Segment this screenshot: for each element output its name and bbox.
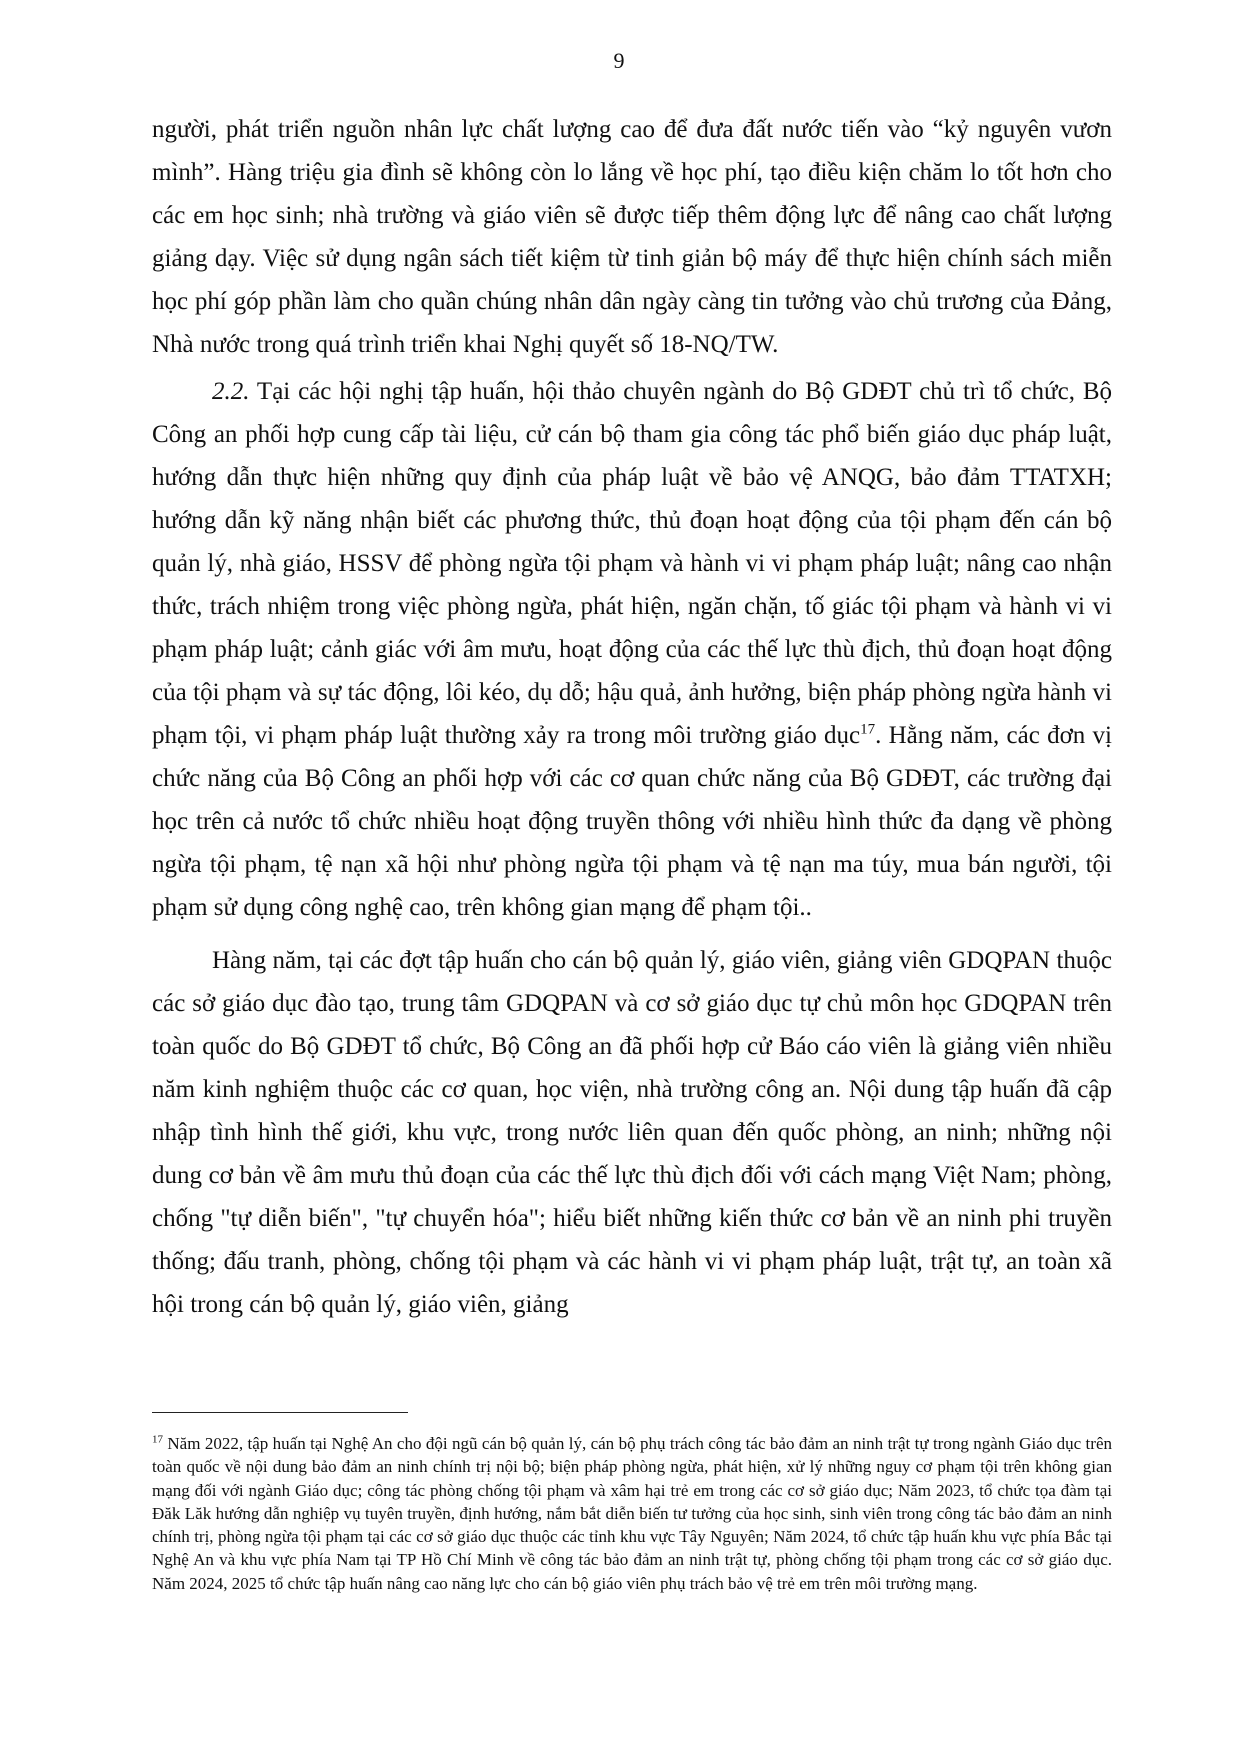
footnote-reference[interactable]: 17 [860, 721, 876, 738]
paragraph-continuation: người, phát triển nguồn nhân lực chất lượng cao để đưa đất nước tiến vào “kỷ nguyên vươn mình”. Hàng triệu gia đình sẽ không còn lo lắng về học phí, tạo điều kiện chăm lo tốt hơn cho các em học sinh; nhà trường và giáo viên sẽ được tiếp thêm động lực để nâng cao chất lượng giảng dạy. Việc sử dụng ngân sách tiết kiệm từ tinh giản bộ máy để thực hiện chính sách miễn học phí góp phần làm cho quần chúng nhân dân ngày càng tin tưởng vào chủ trương của Đảng, Nhà nước trong quá trình triển khai Nghị quyết số 18-NQ/TW. [152, 116, 1112, 358]
page-number: 9 [613, 48, 625, 73]
paragraph-training: Hàng năm, tại các đợt tập huấn cho cán bộ quản lý, giáo viên, giảng viên GDQPAN thuộc các sở giáo dục đào tạo, trung tâm GDQPAN và cơ sở giáo dục tự chủ môn học GDQPAN trên toàn quốc do Bộ GDĐT tổ chức, Bộ Công an đã phối hợp cử Báo cáo viên là giảng viên nhiều năm kinh nghiệm thuộc các cơ quan, học viện, nhà trường công an. Nội dung tập huấn đã cập nhập tình hình thế giới, khu vực, trong nước liên quan đến quốc phòng, an ninh; những nội dung cơ bản về âm mưu thủ đoạn của các thế lực thù địch đối với cách mạng Việt Nam; phòng, chống "tự diễn biến", "tự chuyển hóa"; hiểu biết những kiến thức cơ bản về an ninh phi truyền thống; đấu tranh, phòng, chống tội phạm và các hành vi vi phạm pháp luật, trật tự, an toàn xã hội trong cán bộ quản lý, giáo viên, giảng [152, 947, 1112, 1318]
paragraph-section-2-2 [152, 370, 1112, 929]
paragraph-text: . Hằng năm, các đơn vị chức năng của Bộ Công an phối hợp với các cơ quan chức năng của Bộ GDĐT, các trường đại học trên cả nước tổ chức nhiều hoạt động truyền thông với nhiều hình thức đa dạng về phòng ngừa tội phạm, tệ nạn xã hội như phòng ngừa tội phạm và tệ nạn ma túy, mua bán người, tội phạm sử dụng công nghệ cao, trên không gian mạng để phạm tội.. [152, 722, 1112, 921]
footnotes [152, 1432, 1112, 1595]
body-text [152, 108, 1112, 1330]
footnote-text: Năm 2022, tập huấn tại Nghệ An cho đội ngũ cán bộ quản lý, cán bộ phụ trách công tác bảo đảm an ninh trật tự trong ngành Giáo dục trên toàn quốc về nội dung bảo đảm an ninh chính trị nội bộ; biện pháp phòng ngừa, phát hiện, xử lý những nguy cơ phạm tội trên không gian mạng đối với ngành Giáo dục; công tác phòng chống tội phạm và xâm hại trẻ em trong các cơ sở giáo dục; Năm 2023, tổ chức tọa đàm tại Đăk Lăk hướng dẫn nghiệp vụ tuyên truyền, định hướng, nắm bắt diễn biến tư tưởng của học sinh, sinh viên trong công tác bảo đảm an ninh chính trị, phòng ngừa tội phạm tại các cơ sở giáo dục thuộc các tỉnh khu vực Tây Nguyên; Năm 2024, tổ chức tập huấn khu vực phía Bắc tại Nghệ An và khu vực phía Nam tại TP Hồ Chí Minh về công tác bảo đảm an ninh trật tự, phòng chống tội phạm trong các cơ sở giáo dục. Năm 2024, 2025 tổ chức tập huấn nâng cao năng lực cho cán bộ giáo viên phụ trách bảo vệ trẻ em trên môi trường mạng. [152, 1434, 1112, 1593]
footnote-marker: 17 [152, 1433, 163, 1446]
footnote-separator [152, 1412, 408, 1413]
footnote-17 [152, 1432, 1112, 1595]
paragraph-text: Tại các hội nghị tập huấn, hội thảo chuyên ngành do Bộ GDĐT chủ trì tổ chức, Bộ Công an phối hợp cung cấp tài liệu, cử cán bộ tham gia công tác phổ biến giáo dục pháp luật, hướng dẫn thực hiện những quy định của pháp luật về bảo vệ ANQG, bảo đảm TTATXH; hướng dẫn kỹ năng nhận biết các phương thức, thủ đoạn hoạt động của tội phạm đến cán bộ quản lý, nhà giáo, HSSV để phòng ngừa tội phạm và hành vi vi phạm pháp luật; nâng cao nhận thức, trách nhiệm trong việc phòng ngừa, phát hiện, ngăn chặn, tố giác tội phạm và hành vi vi phạm pháp luật; cảnh giác với âm mưu, hoạt động của các thế lực thù địch, thủ đoạn hoạt động của tội phạm và sự tác động, lôi kéo, dụ dỗ; hậu quả, ảnh hưởng, biện pháp phòng ngừa hành vi phạm tội, vi phạm pháp luật thường xảy ra trong môi trường giáo dục [152, 378, 1112, 749]
section-number: 2.2. [212, 378, 250, 405]
